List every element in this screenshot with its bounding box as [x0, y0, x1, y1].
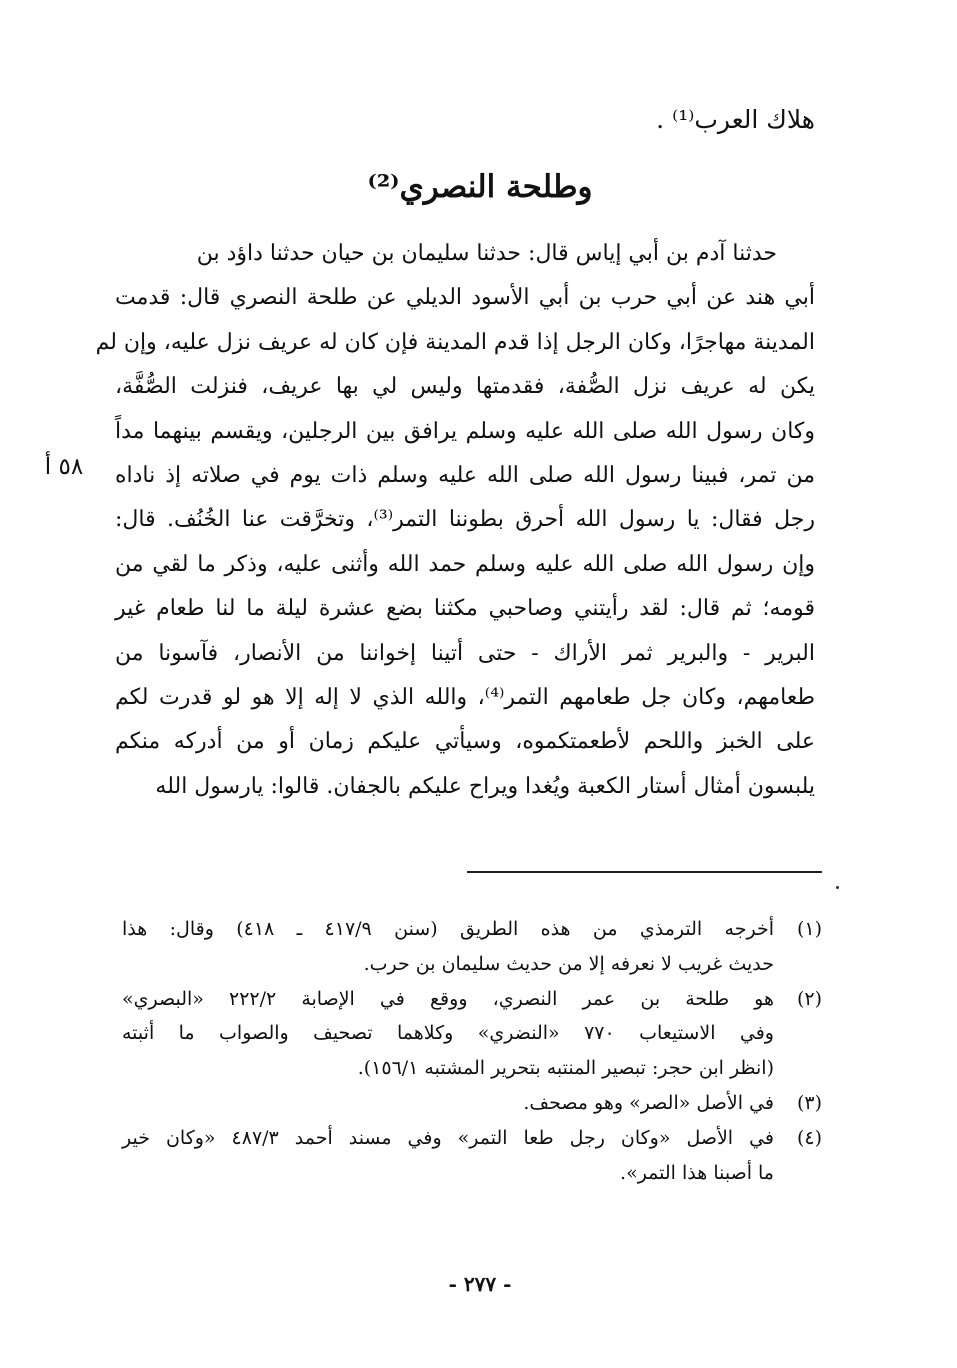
- body-line: طعامهم، وكان جل طعامهم التمر⁽⁴⁾، والله الذي لا إله إلا هو لو قدرت لكم: [115, 684, 816, 710]
- footnote-line: في الأصل «وكان رجل طعا التمر» وفي مسند أحمد ٤٨٧/٣ «وكان خير: [122, 1126, 774, 1149]
- body-line: من تمر، فبينا رسول الله صلى الله عليه وسلم ذات يوم في صلاته إذ ناداه: [115, 462, 815, 488]
- body-line: يلبسون أمثال أستار الكعبة ويُغدا ويراح عليكم بالجفان. قالوا: يارسول الله: [155, 773, 815, 799]
- footnote-line: هو طلحة بن عمر النصري، ووقع في الإصابة ٢٢٢/٢ «البصري»: [122, 987, 775, 1010]
- footnote-number: (١): [796, 918, 822, 940]
- footnote-line: في الأصل «الصر» وهو مصحف.: [523, 1091, 774, 1114]
- section-title: وطلحة النصري⁽²⁾: [367, 169, 593, 205]
- body-line: وإن رسول الله صلى الله عليه وسلم حمد الله وأثنى عليه، وذكر ما لقي من: [115, 551, 815, 577]
- footnotes: [122, 912, 822, 1190]
- page-number: - ٢٧٧ -: [448, 1272, 512, 1296]
- body-line: المدينة مهاجرًا، وكان الرجل إذا قدم المدينة فإن كان له عريف نزل عليه، وإن لم: [95, 329, 815, 355]
- footnote-2: [122, 982, 822, 1086]
- body-line: رجل فقال: يا رسول الله أحرق بطوننا التمر⁽³⁾، وتخرَّقت عنا الخُنُف. قال:: [115, 507, 815, 533]
- footnote-number: (٤): [796, 1126, 822, 1149]
- body-line: على الخبز واللحم لأطعمتكموه، وسيأتي عليكم زمان أو من أدركه منكم: [115, 729, 815, 755]
- separator-dot: [836, 886, 839, 889]
- body-line: البرير - والبرير ثمر الأراك - حتى أتينا إخواننا من الأنصار، فآسونا من: [115, 640, 815, 666]
- body-line: حدثنا آدم بن أبي إياس قال: حدثنا سليمان بن حيان حدثنا داؤد بن: [196, 241, 777, 266]
- footnote-line: حديث غريب لا نعرفه إلا من حديث سليمان بن حرب.: [363, 952, 774, 975]
- main-text: [95, 232, 816, 809]
- body-line: وكان رسول الله صلى الله عليه وسلم يرافق بين الرجلين، ويقسم بينهما مداً: [115, 418, 815, 444]
- manuscript-folio-note: ٥٨ أ: [44, 454, 84, 480]
- footnote-separator: [467, 871, 822, 873]
- footnote-number: (٢): [796, 987, 822, 1010]
- footnote-line: (انظر ابن حجر: تبصير المنتبه بتحرير المشتبه ١٥٦/١).: [357, 1057, 774, 1080]
- footnote-line: وفي الاستيعاب ٧٧٠ «النضري» وكلاهما تصحيف والصواب ما أثبته: [122, 1022, 774, 1045]
- footnote-1: [122, 912, 822, 982]
- footnote-3: [122, 1086, 822, 1121]
- footnote-line: ما أصبنا هذا التمر».: [620, 1161, 774, 1184]
- continuation-line: هلاك العرب⁽¹⁾ .: [656, 105, 815, 134]
- footnote-number: (٣): [796, 1091, 822, 1114]
- body-line: أبي هند عن أبي حرب بن أبي الأسود الديلي عن طلحة النصري قال: قدمت: [115, 285, 815, 311]
- footnote-line: أخرجه الترمذي من هذه الطريق (سنن ٤١٧/٩ ـ ٤١٨) وقال: هذا: [122, 918, 774, 940]
- body-line: يكن له عريف نزل الصُّفة، فقدمتها وليس لي بها عريف، فنزلت الصُّفَّة،: [115, 374, 815, 400]
- footnote-4: [122, 1121, 822, 1191]
- body-line: قومه؛ ثم قال: لقد رأيتني وصاحبي مكثنا بضع عشرة ليلة ما لنا طعام غير: [115, 596, 815, 622]
